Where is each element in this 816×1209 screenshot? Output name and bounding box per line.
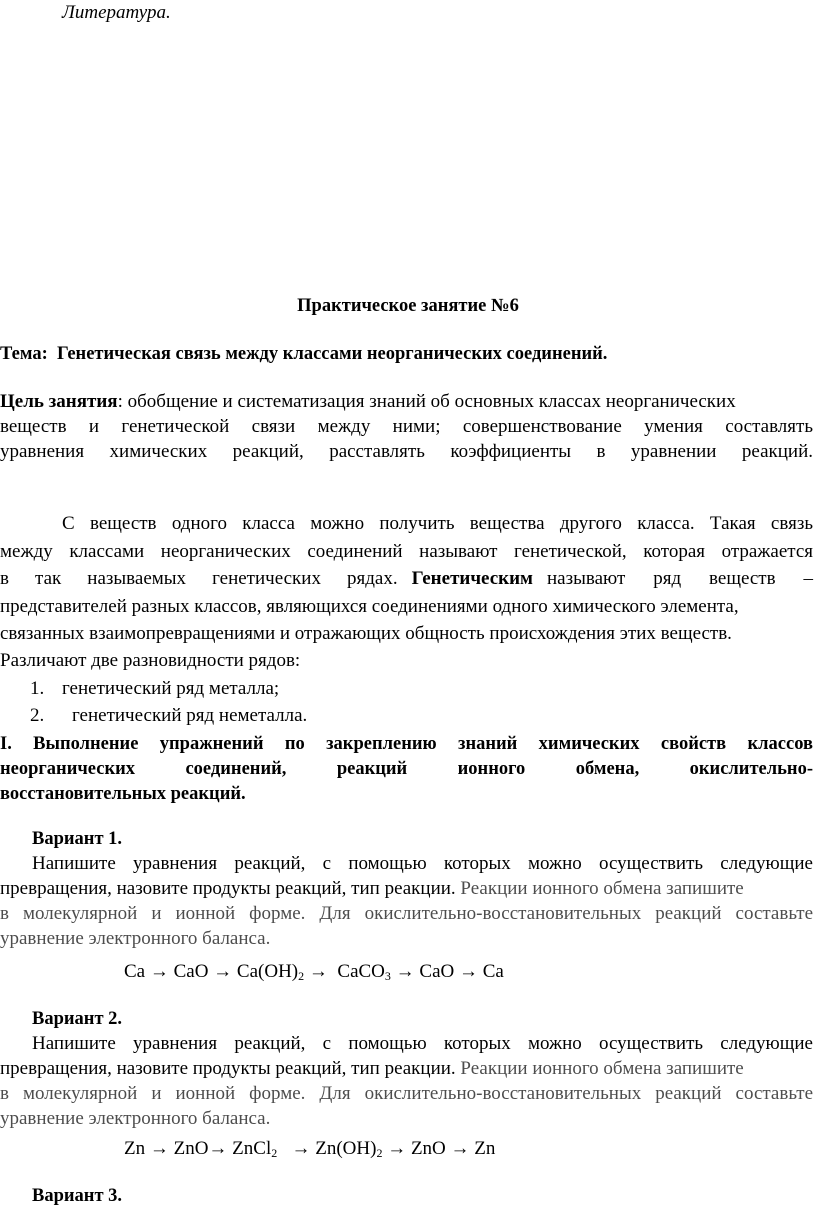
list-item-text: генетический ряд неметалла. [72,705,308,726]
section-heading-line-2: неорганических соединений, реакций ионного обмена, окислительно- [0,759,813,779]
variant-3-title: Вариант 3. [32,1186,123,1206]
intro-line-4: представителей разных классов, являющихся соединениями одного химического элемента, [0,596,739,617]
chain-part: → CaO → Ca [390,961,504,982]
goal-label: Цель занятия [0,391,118,412]
variant-2-line-2-black: превращения, назовите продукты реакций, тип реакции. [0,1058,456,1079]
goal-line-1 [0,391,736,413]
variant-2-chain [124,1138,495,1161]
variant-2-line-2-gray: Реакции ионного обмена запишите [460,1058,744,1079]
intro-line-3-pre: в так называемых генетических рядах. [0,568,398,589]
chain-part: → Zn(OH) [277,1138,377,1159]
list-item-text: генетический ряд металла; [62,678,280,699]
variant-1-line-3: в молекулярной и ионной форме. Для окислительно-восстановительных реакций составьте [0,903,813,924]
variant-1-line-4: уравнение электронного баланса. [0,928,271,949]
list-item [30,678,280,700]
literature-heading: Литература. [62,2,171,23]
list-item-number: 2. [30,705,45,726]
chain-subscript: 2 [376,1146,383,1160]
intro-line-1: С веществ одного класса можно получить вещества другого класса. Такая связь [62,513,813,534]
chain-part: Ca → CaO → Ca(OH) [124,961,299,982]
variant-2-line-2 [0,1058,744,1080]
chain-part: → ZnO → Zn [382,1138,496,1159]
goal-text-1: : обобщение и систематизация знаний об основных классах неорганических [117,391,736,412]
intro-line-6: Различают две разновидности рядов: [0,650,301,671]
topic-text: Генетическая связь между классами неорганических соединений. [56,344,608,364]
chain-subscript: 2 [271,1146,278,1160]
intro-line-3 [0,568,813,590]
variant-1-chain [124,961,504,984]
topic-line [0,344,607,365]
genetic-term: Генетическим [411,568,533,589]
list-item [30,705,308,727]
chain-subscript: 2 [298,969,305,983]
chain-part: Zn → ZnO→ ZnCl [124,1138,272,1159]
intro-line-5: связанных взаимопревращениями и отражающих общность происхождения этих веществ. [0,623,732,644]
variant-1-line-2-gray: Реакции ионного обмена запишите [460,878,744,899]
variant-1-line-2-black: превращения, назовите продукты реакций, тип реакции. [0,878,456,899]
variant-2-title: Вариант 2. [32,1009,123,1029]
intro-line-2: между классами неорганических соединений называют генетической, которая отражается [0,541,813,562]
section-heading-line-1: I. Выполнение упражнений по закреплению знаний химических свойств классов [0,734,813,754]
variant-1-line-1: Напишите уравнения реакций, с помощью которых можно осуществить следующие [32,853,813,874]
chain-part: → CaCO [304,961,385,982]
topic-label: Тема: [0,344,48,364]
variant-2-line-3: в молекулярной и ионной форме. Для окислительно-восстановительных реакций составьте [0,1083,813,1104]
intro-line-3-post: называют ряд веществ – [547,568,813,589]
variant-2-line-1: Напишите уравнения реакций, с помощью которых можно осуществить следующие [32,1033,813,1054]
variant-1-line-2 [0,878,744,900]
page-title: Практическое занятие №6 [297,296,519,316]
section-heading-line-3: восстановительных реакций. [0,784,246,804]
chain-subscript: 3 [384,969,391,983]
variant-2-line-4: уравнение электронного баланса. [0,1108,271,1129]
goal-line-2: веществ и генетической связи между ними; совершенствование умения составлять [0,416,813,437]
variant-1-title: Вариант 1. [32,829,123,849]
list-item-number: 1. [30,678,45,699]
goal-line-3: уравнения химических реакций, расставлять коэффициенты в уравнении реакций. [0,441,813,462]
